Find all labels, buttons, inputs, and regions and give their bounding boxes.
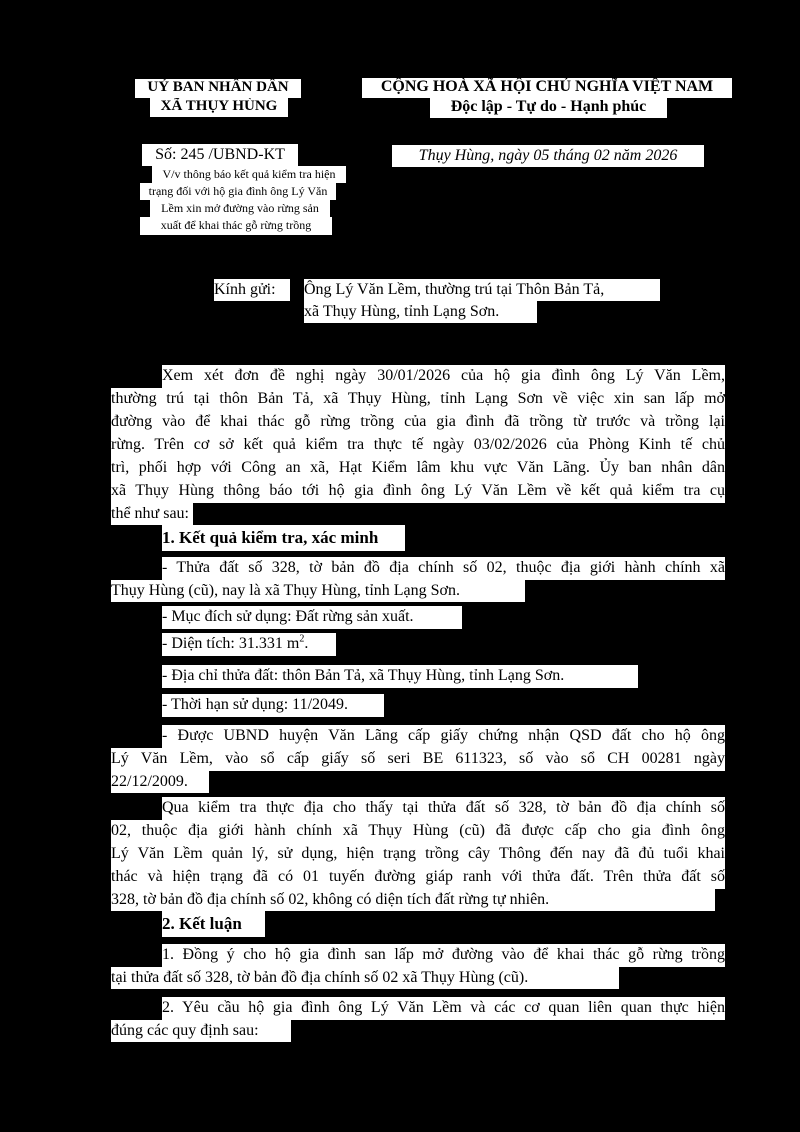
intro-line-3: đường vào để khai thác gỗ rừng trồng của gia đình đã trồng từ trước và trồng lại <box>111 411 725 434</box>
recipient-label: Kính gửi: <box>214 279 290 301</box>
land-use-term: - Thời hạn sử dụng: 11/2049. <box>162 694 384 717</box>
certificate-line-2: Lý Văn Lềm, vào sổ cấp giấy số seri BE 611323, số vào sổ CH 00281 ngày <box>111 748 725 771</box>
subject-line-4: xuất để khai thác gỗ rừng trồng <box>140 217 332 235</box>
agency-name-line2: XÃ THỤY HÙNG <box>150 98 288 117</box>
parcel-line-2: Thụy Hùng (cũ), nay là xã Thụy Hùng, tỉnh Lạng Sơn. <box>111 580 525 602</box>
subject-line-2: trạng đối với hộ gia đình ông Lý Văn <box>140 183 336 200</box>
certificate-line-3: 22/12/2009. <box>111 771 209 793</box>
land-purpose: - Mục đích sử dụng: Đất rừng sản xuất. <box>162 606 462 629</box>
document-number: Số: 245 /UBND-KT <box>142 144 298 166</box>
findings-line-4: thác và hiện trạng đã có 01 tuyến đường giáp ranh với thửa đất. Trên thửa đất số <box>111 866 725 889</box>
intro-line-1: Xem xét đơn đề nghị ngày 30/01/2026 của hộ gia đình ông Lý Văn Lềm, <box>162 365 725 388</box>
section-1-heading: 1. Kết quả kiểm tra, xác minh <box>162 525 405 551</box>
findings-line-1: Qua kiểm tra thực địa cho thấy tại thửa đất số 328, tờ bản đồ địa chính số <box>162 797 725 820</box>
conclusion-item-1-line-1: 1. Đồng ý cho hộ gia đình san lấp mở đường vào để khai thác gỗ rừng trồng <box>162 944 725 967</box>
agency-name-line1: UỶ BAN NHÂN DÂN <box>135 79 301 98</box>
recipient-line-2: xã Thụy Hùng, tỉnh Lạng Sơn. <box>304 301 537 323</box>
intro-line-7: thể như sau: <box>111 503 193 525</box>
parcel-line-1: - Thửa đất số 328, tờ bản đồ địa chính số 02, thuộc địa giới hành chính xã <box>162 557 725 580</box>
land-area-unit-superscript: 2 <box>299 633 305 645</box>
recipient-line-1: Ông Lý Văn Lềm, thường trú tại Thôn Bản Tả, <box>304 279 660 301</box>
subject-line-3: Lềm xin mở đường vào rừng sản <box>150 200 330 217</box>
intro-line-2: thường trú tại thôn Bản Tả, xã Thụy Hùng, tỉnh Lạng Sơn về việc xin san lấp mở <box>111 388 725 411</box>
land-area-text: - Diện tích: 31.331 m <box>162 635 300 652</box>
land-address: - Địa chỉ thửa đất: thôn Bản Tả, xã Thụy Hùng, tỉnh Lạng Sơn. <box>162 665 638 688</box>
intro-line-5: trì, phối hợp với Công an xã, Hạt Kiểm lâm khu vực Văn Lãng. Ủy ban nhân dân <box>111 457 725 480</box>
date-line: Thụy Hùng, ngày 05 tháng 02 năm 2026 <box>392 145 704 167</box>
land-area <box>162 633 336 656</box>
national-title: CỘNG HOÀ XÃ HỘI CHỦ NGHĨA VIỆT NAM <box>362 78 732 98</box>
conclusion-item-2-line-2: đúng các quy định sau: <box>111 1020 291 1042</box>
conclusion-item-2-line-1: 2. Yêu cầu hộ gia đình ông Lý Văn Lềm và các cơ quan liên quan thực hiện <box>162 997 725 1020</box>
section-2-heading: 2. Kết luận <box>162 911 265 937</box>
findings-line-5: 328, tờ bản đồ địa chính số 02, không có diện tích đất rừng tự nhiên. <box>111 889 715 911</box>
national-motto: Độc lập - Tự do - Hạnh phúc <box>430 98 667 118</box>
land-area-end: . <box>304 635 309 652</box>
intro-line-6: xã Thụy Hùng thông báo tới hộ gia đình ông Lý Văn Lềm về kết quả kiểm tra cụ <box>111 480 725 503</box>
subject-line-1: V/v thông báo kết quả kiểm tra hiện <box>152 166 346 183</box>
conclusion-item-1-line-2: tại thửa đất số 328, tờ bản đồ địa chính số 02 xã Thụy Hùng (cũ). <box>111 967 619 989</box>
certificate-line-1: - Được UBND huyện Văn Lãng cấp giấy chứng nhận QSD đất cho hộ ông <box>162 725 725 748</box>
findings-line-3: Lý Văn Lềm quản lý, sử dụng, hiện trạng trồng cây Thông đến nay đã đủ tuổi khai <box>111 843 725 866</box>
findings-line-2: 02, thuộc địa giới hành chính xã Thụy Hùng (cũ) đã được cấp cho gia đình ông <box>111 820 725 843</box>
intro-line-4: rừng. Trên cơ sở kết quả kiểm tra thực tế ngày 03/02/2026 của Phòng Kinh tế chủ <box>111 434 725 457</box>
